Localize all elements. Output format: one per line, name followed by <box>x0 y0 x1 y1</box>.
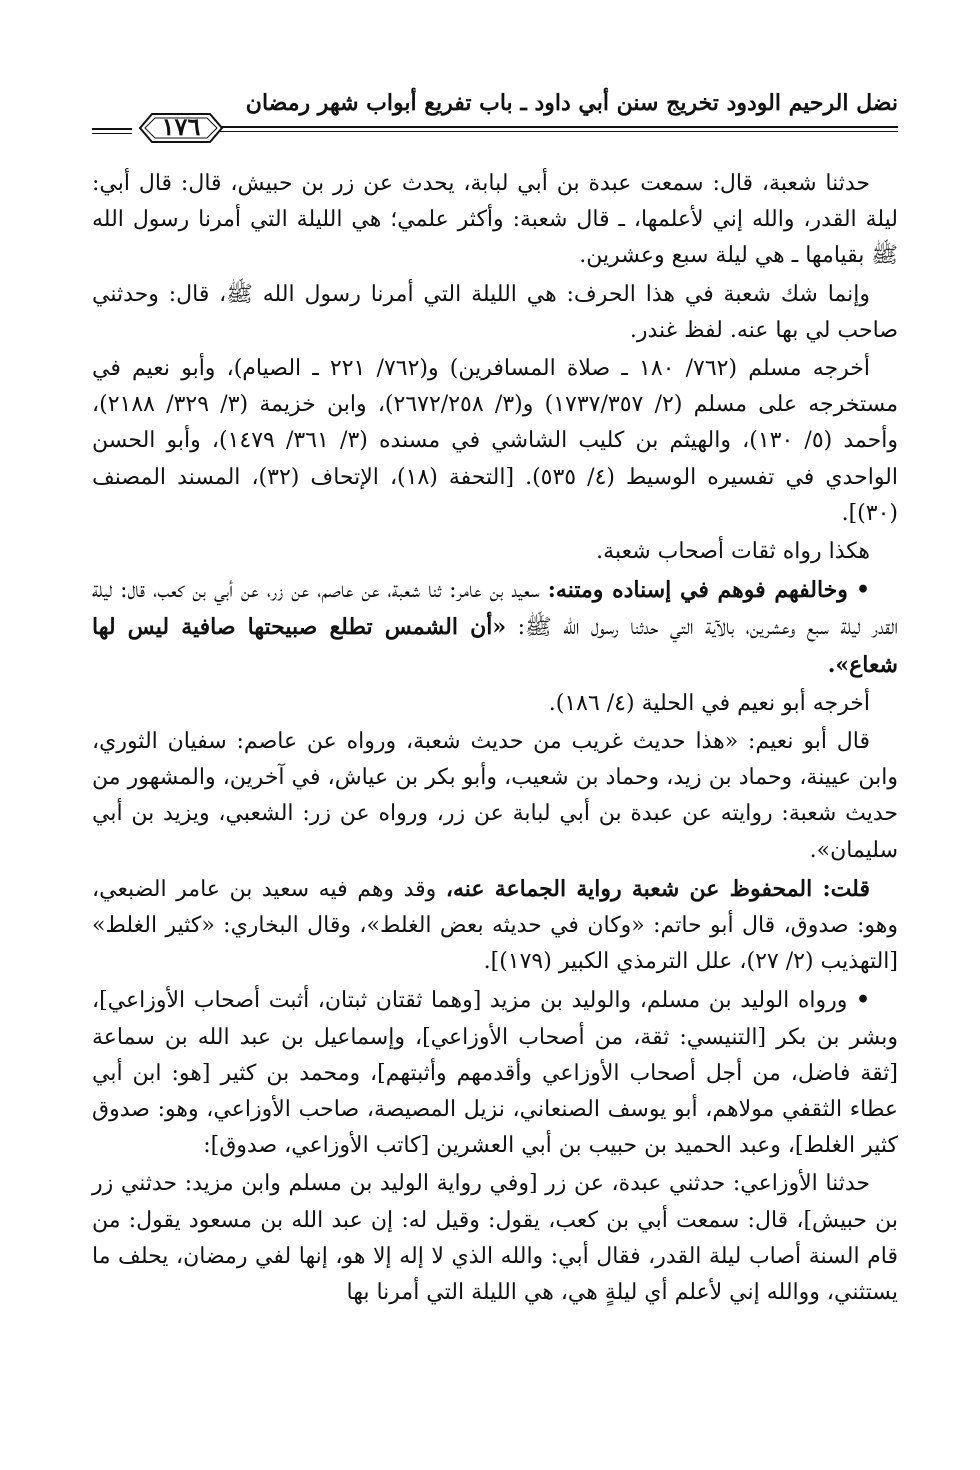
paragraph-text: أخرجه أبو نعيم في الحلية (٤/ ١٨٦). <box>548 690 870 716</box>
paragraph <box>92 166 898 275</box>
paragraph-text: وقد وهم فيه سعيد بن عامر الضبعي، وهو: صدوق، قال أبو حاتم: «وكان في حديثه بعض الغلط»، وقال البخاري: «كثير الغلط» [التهذيب (٢/ ٢٧)، علل الترمذي الكبير (١٧٩)]. <box>92 876 898 975</box>
running-header <box>92 86 898 146</box>
paragraph <box>92 534 898 570</box>
page-number-badge <box>136 108 226 148</box>
header-rule-left <box>92 128 132 130</box>
header-title: نضل الرحيم الودود تخريج سنن أبي داود ـ باب تفريع أبواب شهر رمضان <box>245 90 898 116</box>
bold-quote: «أن الشمس تطلع صبيحتها صافية ليس لها شعاع». <box>92 614 898 678</box>
paragraph <box>92 982 898 1164</box>
paragraph <box>92 724 898 869</box>
citation-paragraph <box>92 686 898 722</box>
bullet-icon: • <box>855 987 870 1014</box>
paragraph <box>92 572 898 684</box>
paragraph-text: أخرجه مسلم (٧٦٢/ ١٨٠ ـ صلاة المسافرين) و(٧٦٢/ ٢٢١ ـ الصيام)، وأبو نعيم في مستخرجه على مسلم (٢/ ١٧٣٧/٣٥٧) و(٣/ ٢٦٧٢/٢٥٨)، وابن خزيمة (٣/ ٣٢٩/ ٢١٨٨)، وأحمد (٥/ ١٣٠)، والهيثم بن كليب الشاشي في مسنده (٣/ ٣٦١/ ١٤٧٩)، وأبو الحسن الواحدي في تفسيره الوسيط (٤/ ٥٣٥). [التحفة (١٨)، الإتحاف (٣٢)، المسند المصنف (٣٠)]. <box>92 356 899 526</box>
paragraph-text: وإنما شك شعبة في هذا الحرف: هي الليلة التي أمرنا رسول الله ﷺ، قال: وحدثني صاحب لي بها عنه. لفظ غندر. <box>92 281 898 343</box>
bold-lead: قلت: المحفوظ عن شعبة رواية الجماعة عنه، <box>445 875 870 902</box>
page-number: ١٧٦ <box>161 112 201 141</box>
paragraph <box>92 1166 898 1311</box>
header-rule-thin <box>202 131 898 132</box>
header-rule-left-thin <box>92 133 132 134</box>
bold-lead: وخالفهم فوهم في إسناده ومتنه: <box>547 577 848 604</box>
paragraph <box>92 277 898 349</box>
paragraph-text: هكذا رواه ثقات أصحاب شعبة. <box>596 539 870 565</box>
paragraph-text: حدثنا الأوزاعي: حدثني عبدة، عن زر [وفي رواية الوليد بن مسلم وابن مزيد: حدثني زر بن حبيش]، قال: سمعت أبي بن كعب، يقول: وقيل له: إن عبد الله بن مسعود يقول: من قام السنة أصاب ليلة القدر، فقال أبي: والله الذي لا إله إلا هو، إنها لفي رمضان، يحلف ما يستثني، ووالله إني لأعلم أي ليلةٍ هي، هي الليلة التي أمرنا بها <box>92 1171 898 1306</box>
body-text <box>92 166 898 1311</box>
bullet-icon: • <box>855 577 871 604</box>
paragraph-text: حدثنا شعبة، قال: سمعت عبدة بن أبي لبابة، يحدث عن زر بن حبيش، قال: قال أبي: ليلة القدر، والله إني لأعلمها، ـ قال شعبة: وأكثر علمي؛ هي الليلة التي أمرنا رسول الله ﷺ بقيامها ـ هي ليلة سبع وعشرين. <box>92 171 898 269</box>
paragraph-text: ورواه الوليد بن مسلم، والوليد بن مزيد [وهما ثقتان ثبتان، أثبت أصحاب الأوزاعي]، وبشر بن بكر [التنيسي: ثقة، من أصحاب الأوزاعي]، وإسماعيل بن عبد الله بن سماعة [ثقة فاضل، من أجل أصحاب الأوزاعي وأقدمهم وأثبتهم]، ومحمد بن كثير [هو: ابن أبي عطاء الثقفي مولاهم، أبو يوسف الصنعاني، نزيل المصيصة، صاحب الأوزاعي، وهو: صدوق كثير الغلط]، وعبد الحميد بن حبيب بن أبي العشرين [كاتب الأوزاعي، صدوق]: <box>92 988 898 1159</box>
paragraph-text: قال أبو نعيم: «هذا حديث غريب من حديث شعبة، ورواه عن عاصم: سفيان الثوري، وابن عيينة، وحماد بن زيد، وحماد بن شعيب، وأبو بكر بن عياش، في آخرين، والمشهور من حديث شعبة: روايته عن عبدة بن أبي لبابة عن زر، ورواه عن زر: الشعبي، ويزيد بن أبي سليمان». <box>92 729 898 863</box>
paragraph <box>92 871 898 981</box>
paragraph-text: سعيد بن عامر: ثنا شعبة، عن عاصم، عن زر، عن أبي بن كعب، قال: ليلة القدر ليلة سبع وعشرين، بالآية التي حدثنا رسول الله ﷺ: <box>92 578 898 641</box>
citation-paragraph <box>92 351 898 532</box>
header-rule <box>202 126 898 128</box>
